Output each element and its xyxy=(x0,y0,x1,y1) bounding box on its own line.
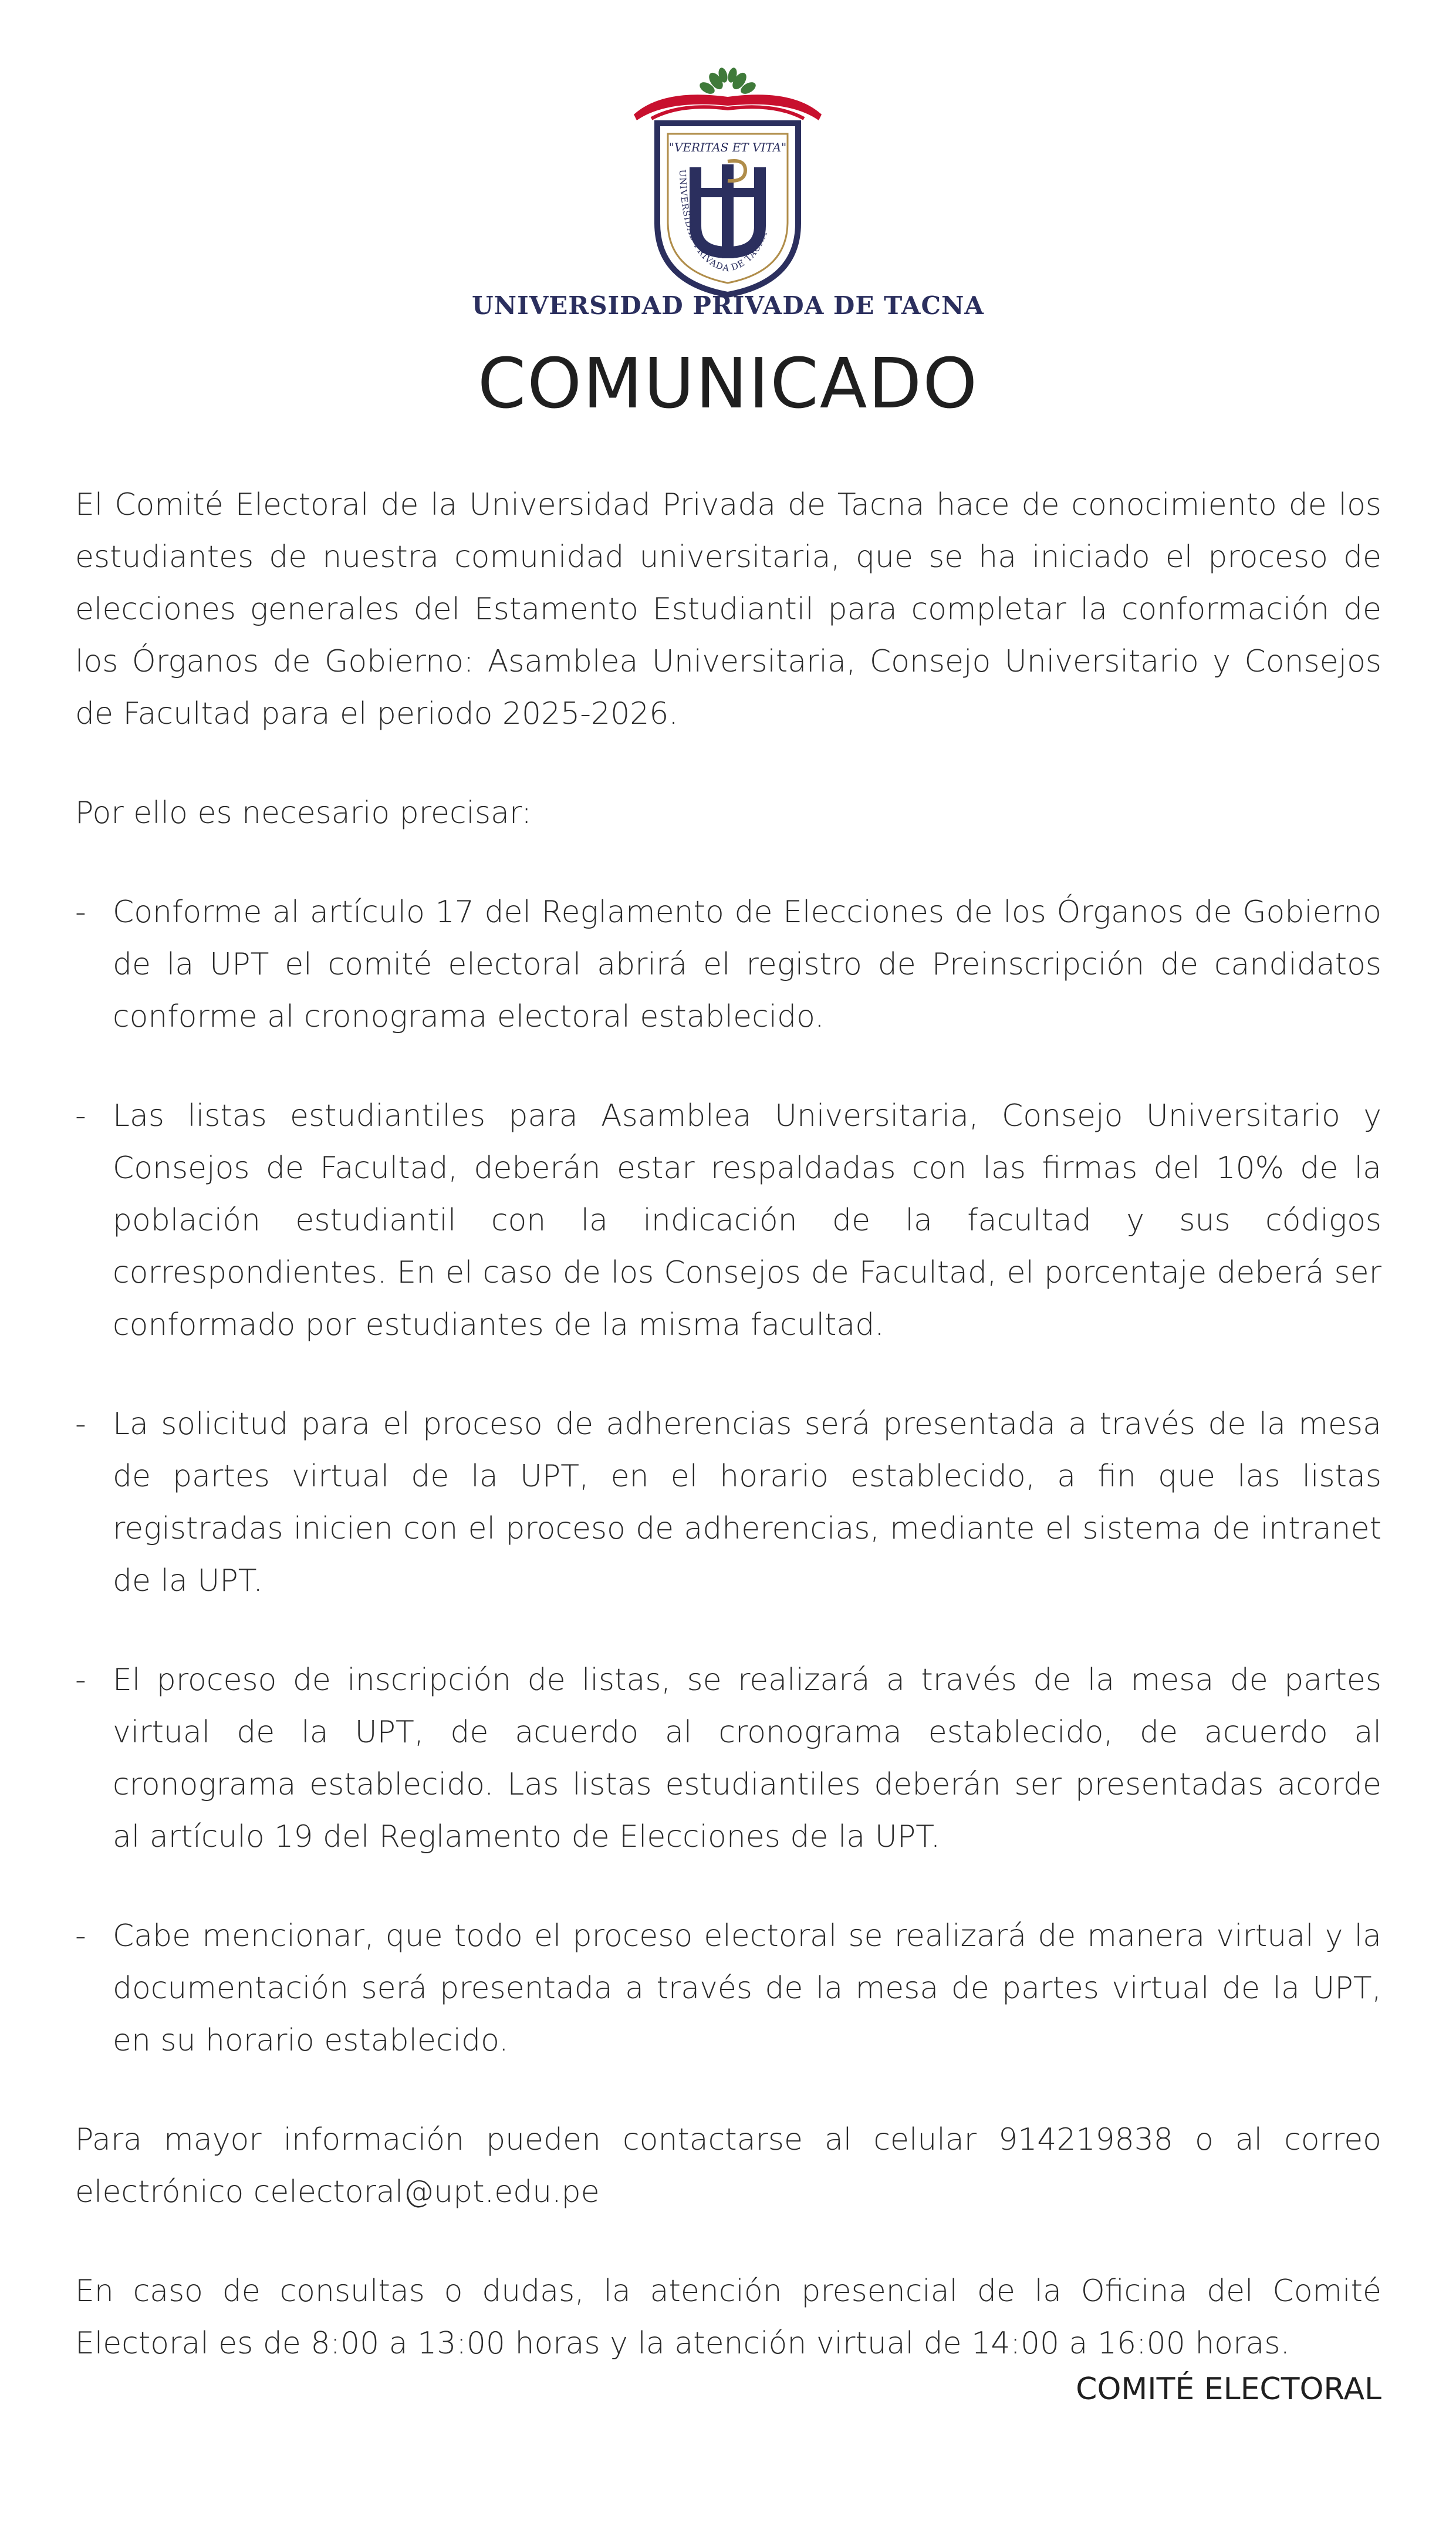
university-logo xyxy=(628,65,827,299)
bullet-dash: - xyxy=(75,1407,86,1442)
communique-body xyxy=(75,479,1381,2370)
bullet-dash: - xyxy=(75,1918,86,1954)
list-item-text: Las listas estudiantiles para Asamblea Universitaria, Consejo Universitario y Consejos de Facultad, deberán estar respaldadas con las firmas del 10% de la población estudiantil con la indicación de la facultad y sus códigos correspondientes. En el caso de los Consejos de Facultad, el porcentaje deberá ser conformado por estudiantes de la misma facultad. xyxy=(113,1098,1381,1343)
list-item-text: La solicitud para el proceso de adherencias será presentada a través de la mesa de partes virtual de la UPT, en el horario establecido, a fin que las listas registradas inicien con el proceso de adherencias, mediante el sistema de intranet de la UPT. xyxy=(113,1407,1381,1599)
logo-motto: "VERITAS ET VITA" xyxy=(668,140,787,154)
contact-paragraph: Para mayor información pueden contactarse al celular 914219838 o al correo electrónico celectoral@upt.edu.pe xyxy=(75,2122,1381,2210)
list-item xyxy=(75,1910,1381,2067)
bullet-dash: - xyxy=(75,1098,86,1134)
list-item xyxy=(75,1090,1381,1351)
list-item xyxy=(75,1654,1381,1863)
signature: COMITÉ ELECTORAL xyxy=(1076,2372,1381,2407)
bullet-dash: - xyxy=(75,895,86,930)
laurel-icon xyxy=(698,67,758,96)
hours-paragraph: En caso de consultas o dudas, la atención presencial de la Oficina del Comité Electoral es de 8:00 a 13:00 horas y la atención virtual de 14:00 a 16:00 horas. xyxy=(75,2274,1381,2361)
bullet-dash: - xyxy=(75,1662,86,1698)
list-item-text: Cabe mencionar, que todo el proceso electoral se realizará de manera virtual y la documentación será presentada a través de la mesa de partes virtual de la UPT, en su horario establecido. xyxy=(113,1918,1381,2058)
page-title: COMUNICADO xyxy=(477,343,979,424)
logo-ring-text: UNIVERSIDAD PRIVADA DE TACNA xyxy=(677,169,769,274)
university-crest-icon xyxy=(628,65,827,299)
university-name: UNIVERSIDAD PRIVADA DE TACNA xyxy=(472,291,984,320)
list-item-text: El proceso de inscripción de listas, se realizará a través de la mesa de partes virtual de la UPT, de acuerdo al cronograma establecido, de acuerdo al cronograma establecido. Las listas estudiantiles deberán ser presentadas acorde al artículo 19 del Reglamento de Elecciones de la UPT. xyxy=(113,1662,1381,1854)
lead-paragraph: Por ello es necesario precisar: xyxy=(75,795,532,831)
intro-paragraph: El Comité Electoral de la Universidad Privada de Tacna hace de conocimiento de los estudiantes de nuestra comunidad universitaria, que se ha iniciado el proceso de elecciones generales del Estamento Estudiantil para completar la conformación de los Órganos de Gobierno: Asamblea Universitaria, Consejo Universitario y Consejos de Facultad para el periodo 2025-2026. xyxy=(75,487,1381,731)
ribbon-icon xyxy=(634,95,822,120)
list-item xyxy=(75,886,1381,1043)
list-item-text: Conforme al artículo 17 del Reglamento de Elecciones de los Órganos de Gobierno de la UPT el comité electoral abrirá el registro de Preinscripción de candidatos conforme al cronograma electoral establecido. xyxy=(113,895,1381,1034)
list-item xyxy=(75,1398,1381,1607)
